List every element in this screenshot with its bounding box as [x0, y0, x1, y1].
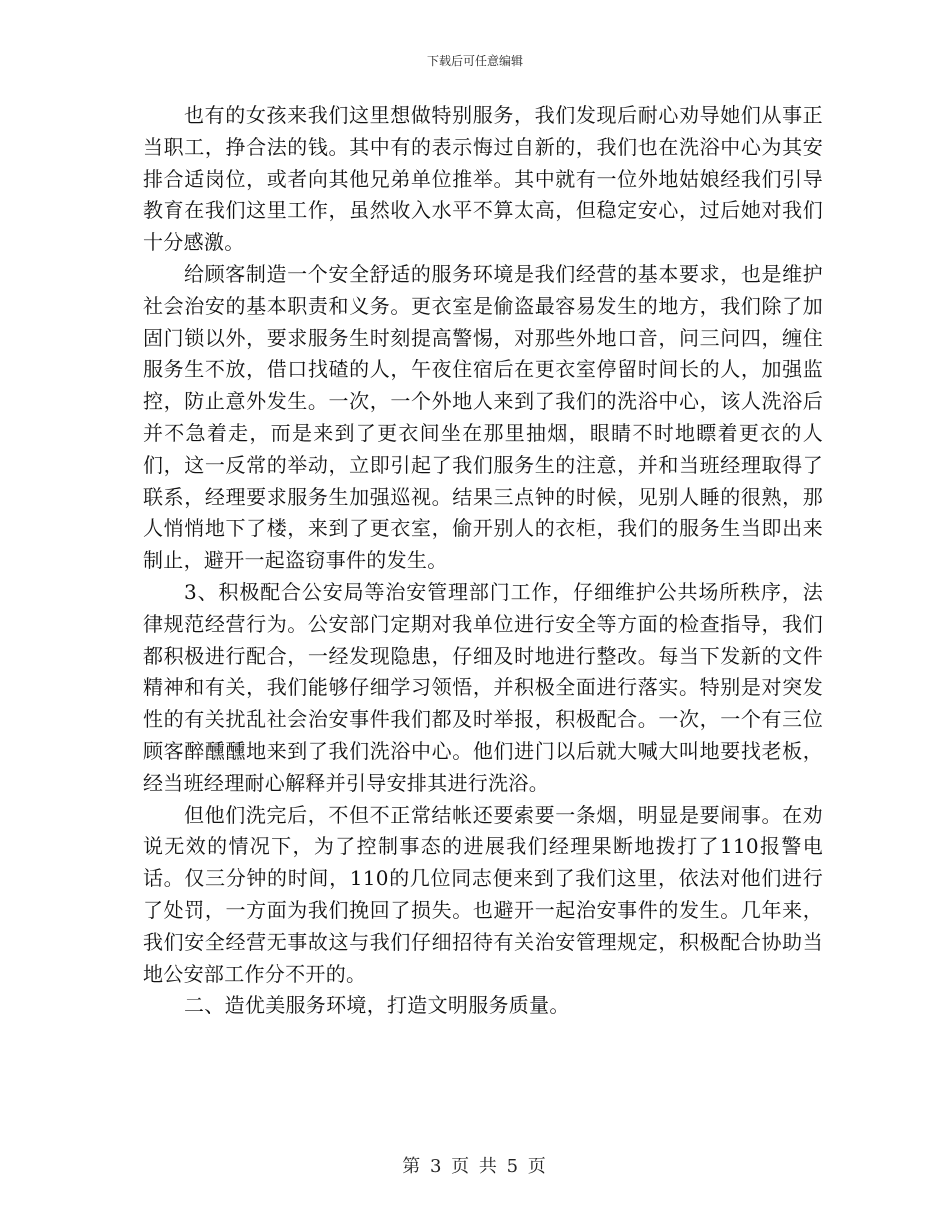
paragraph-5: 二、造优美服务环境，打造文明服务质量。 — [184, 993, 570, 1018]
paragraph-1: 也有的女孩来我们这里想做特别服务，我们发现后耐心劝导她们从事正当职工，挣合法的钱。其中有的表示悔过自新的，我们也在洗浴中心为其安排合适岗位，或者向其他兄弟单位推举。其中就有一位外地姑娘经我们引导教育在我们这里工作，虽然收入水平不算太高，但稳定安心，过后她对我们十分感激。 — [143, 103, 823, 255]
page-number-footer: 第 3 页 共 5 页 — [402, 1156, 548, 1177]
paragraph-3: 3、积极配合公安局等治安管理部门工作，仔细维护公共场所秩序，法律规范经营行为。公安部门定期对我单位进行安全等方面的检查指导，我们都积极进行配合，一经发现隐患，仔细及时地进行整改。每当下发新的文件精神和有关，我们能够仔细学习领悟，并积极全面进行落实。特别是对突发性的有关扰乱社会治安事件我们都及时举报，积极配合。一次，一个有三位顾客醉醺醺地来到了我们洗浴中心。他们进门以后就大喊大叫地要找老板，经当班经理耐心解释并引导安排其进行洗浴。 — [143, 579, 823, 795]
document-body — [143, 100, 823, 1022]
paragraph-4: 但他们洗完后，不但不正常结帐还要索要一条烟，明显是要闹事。在劝说无效的情况下，为了控制事态的进展我们经理果断地拨打了110报警电话。仅三分钟的时间，110的几位同志便来到了我们这里，依法对他们进行了处罚，一方面为我们挽回了损失。也避开一起治安事件的发生。几年来，我们安全经营无事故这与我们仔细招待有关治安管理规定，积极配合协助当地公安部工作分不开的。 — [143, 802, 823, 986]
paragraph-2: 给顾客制造一个安全舒适的服务环境是我们经营的基本要求，也是维护社会治安的基本职责和义务。更衣室是偷盗最容易发生的地方，我们除了加固门锁以外，要求服务生时刻提高警惕，对那些外地口音，问三问四，缠住服务生不放，借口找碴的人，午夜住宿后在更衣室停留时间长的人，加强监控，防止意外发生。一次，一个外地人来到了我们的洗浴中心，该人洗浴后并不急着走，而是来到了更衣间坐在那里抽烟，眼睛不时地瞟着更衣的人们，这一反常的举动，立即引起了我们服务生的注意，并和当班经理取得了联系，经理要求服务生加强巡视。结果三点钟的时候，见别人睡的很熟，那人悄悄地下了楼，来到了更衣室，偷开别人的衣柜，我们的服务生当即出来制止，避开一起盗窃事件的发生。 — [143, 261, 823, 573]
page-header: 下载后可任意编辑 — [426, 54, 523, 68]
